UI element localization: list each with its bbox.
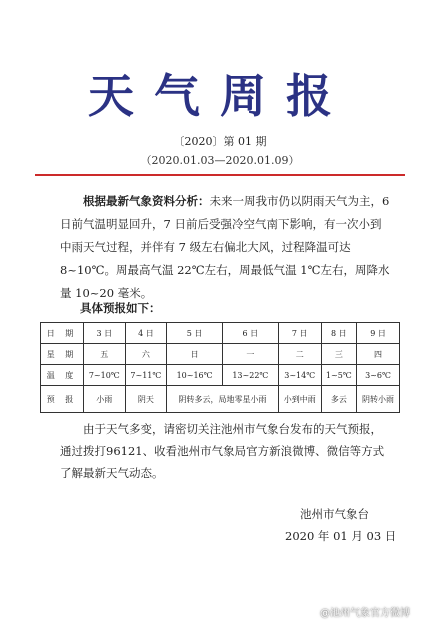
analysis-paragraph [60,190,390,305]
analysis-lead: 根据最新气象资料分析： [83,194,210,208]
temperature-cell: 3~14℃ [278,365,321,386]
date-cell: 3 日 [84,323,126,344]
temperature-cell: 7~10℃ [84,365,126,386]
temperature-row [41,365,400,386]
issue-number: 〔2020〕第 01 期 [173,135,267,148]
date-cell: 9 日 [357,323,400,344]
row-label-weekday: 星 期 [41,344,84,365]
temperature-cell: 7~11℃ [125,365,167,386]
weekday-cell: 一 [222,344,278,365]
forecast-cell: 小雨 [84,386,126,413]
forecast-cell: 阴转小雨 [357,386,400,413]
weekday-cell: 六 [125,344,167,365]
row-label-forecast: 预 报 [41,386,84,413]
row-label-date: 日 期 [41,323,84,344]
weekday-row [41,344,400,365]
analysis-body: 未来一周我市仍以阴雨天气为主，6 日前气温明显回升，7 日前后受强冷空气南下影响，有一次小到中雨天气过程，并伴有 7 级左右偏北大风，过程降温可达 8~10℃。周最高气温 22℃左右，周最低气温 1℃左右，周降水量 10~20 毫米。 [60,194,390,300]
date-row [41,323,400,344]
row-label-temperature: 温 度 [41,365,84,386]
temperature-cell: 1~5℃ [321,365,356,386]
forecast-cell: 阴转多云，局地零星小雨 [167,386,279,413]
weekday-cell: 二 [278,344,321,365]
forecast-row [41,386,400,413]
weekday-cell: 五 [84,344,126,365]
forecast-cell: 阴天 [125,386,167,413]
forecast-cell: 小到中雨 [278,386,321,413]
date-cell: 4 日 [125,323,167,344]
red-divider [35,174,405,176]
forecast-table [40,322,400,413]
forecast-heading: 具体预报如下： [80,301,161,315]
temperature-cell: 3~6℃ [357,365,400,386]
weekday-cell: 三 [321,344,356,365]
date-range: （2020.01.03—2020.01.09） [140,154,300,167]
advisory-paragraph: 由于天气多变，请密切关注池州市气象台发布的天气预报，通过拨打96121、收看池州市气象局官方新浪微博、微信等方式了解最新天气动态。 [60,422,385,480]
issue-date: 2020 年 01 月 03 日 [285,529,397,543]
forecast-cell: 多云 [321,386,356,413]
temperature-cell: 10~16℃ [167,365,223,386]
weekday-cell: 日 [167,344,223,365]
weibo-watermark: @池州气象官方微博 [320,608,410,619]
date-cell: 5 日 [167,323,223,344]
issuing-organization: 池州市气象台 [300,507,369,521]
date-cell: 8 日 [321,323,356,344]
temperature-cell: 13~22℃ [222,365,278,386]
report-title: 天气周报 [88,69,352,123]
weekday-cell: 四 [357,344,400,365]
date-cell: 6 日 [222,323,278,344]
date-cell: 7 日 [278,323,321,344]
